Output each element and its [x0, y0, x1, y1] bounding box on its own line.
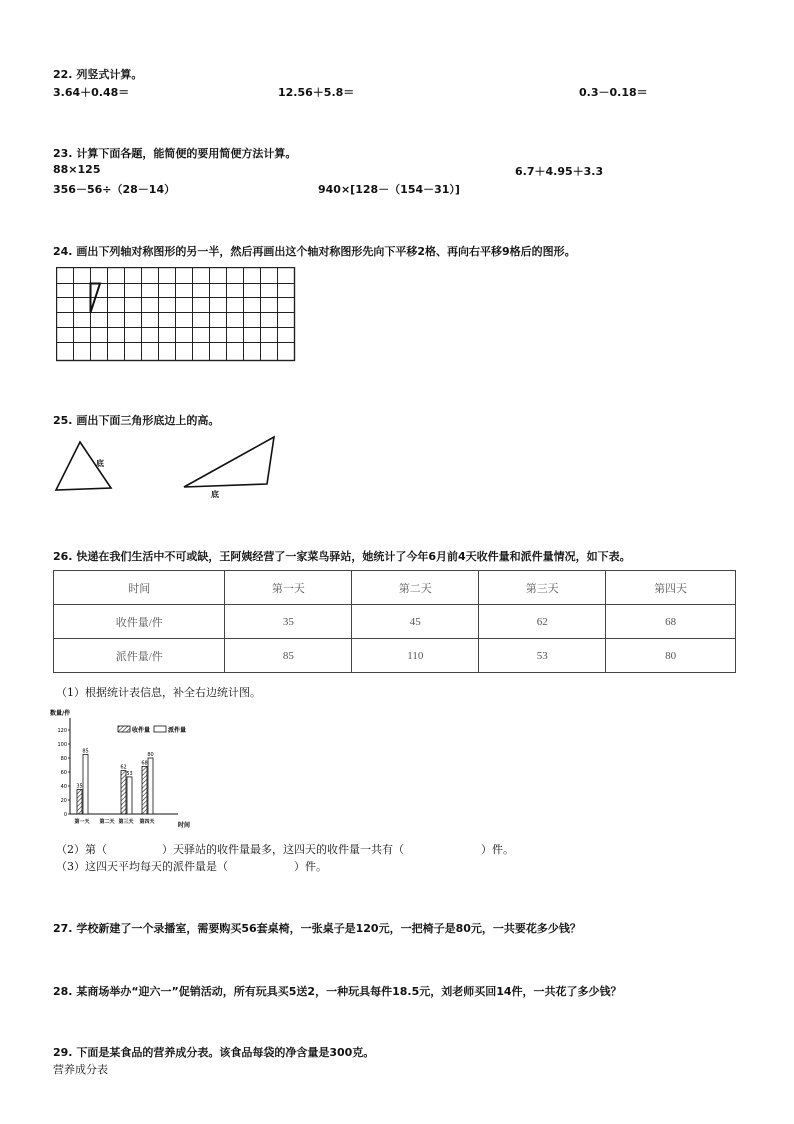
table-cell: 110: [352, 639, 479, 673]
q23-item-4: 940×[128－（154－31）]: [318, 183, 460, 196]
y-tick-label: 80: [60, 756, 67, 762]
bar-dispatched: [148, 758, 153, 814]
q28-title: 28. 某商场举办“迎六一”促销活动，所有玩具买5送2，一种玩具每件18.5元，刘老师买回14件，一共花了多少钱？: [53, 985, 622, 998]
base-label-1: 底: [96, 459, 104, 468]
q22-item-2: 12.56＋5.8＝: [278, 86, 355, 99]
legend-label-received: 收件量: [132, 727, 151, 734]
table-cell: 62: [479, 605, 606, 639]
table-row: [54, 571, 736, 605]
triangle-2: [184, 437, 274, 487]
table-cell: 收件量/件: [54, 605, 225, 639]
y-tick-label: 100: [57, 742, 67, 748]
bar-dispatched: [127, 777, 132, 814]
triangles-figure: [50, 432, 290, 502]
bar-value-label: 68: [141, 760, 148, 767]
y-tick-label: 120: [57, 728, 67, 734]
table-cell: 85: [225, 639, 352, 673]
q23-title: 23. 计算下面各题，能简便的要用简便方法计算。: [53, 147, 297, 160]
table-cell: 80: [606, 639, 736, 673]
q22-item-3: 0.3－0.18＝: [579, 86, 648, 99]
q22-title: 22. 列竖式计算。: [53, 68, 143, 81]
legend-label-dispatched: 派件量: [168, 727, 187, 734]
bar-value-label: 85: [82, 748, 89, 755]
bar-value-label: 53: [126, 770, 133, 777]
q29-sub: 营养成分表: [53, 1063, 108, 1076]
y-axis-label: 数量/件: [50, 710, 71, 717]
x-axis-label: 时间: [178, 822, 191, 829]
symmetry-grid: [56, 267, 296, 363]
table-header-cell: 第二天: [352, 571, 479, 605]
x-tick-label: 第四天: [139, 819, 155, 825]
y-tick-label: 0: [63, 812, 67, 818]
bar-received: [142, 766, 147, 814]
q25-title: 25. 画出下面三角形底边上的高。: [53, 414, 220, 427]
x-tick-label: 第二天: [99, 819, 115, 825]
y-tick-label: 20: [60, 798, 67, 804]
bar-value-label: 62: [120, 764, 127, 771]
legend-swatch-dispatched: [154, 726, 166, 732]
y-tick-label: 60: [60, 770, 67, 776]
bar-received: [77, 790, 82, 815]
table-header-cell: 第一天: [225, 571, 352, 605]
stats-table: [53, 570, 736, 673]
table-cell: 派件量/件: [54, 639, 225, 673]
bar-value-label: 80: [147, 752, 154, 758]
bar-dispatched: [83, 755, 88, 815]
y-tick-label: 40: [60, 784, 67, 790]
table-cell: 68: [606, 605, 736, 639]
q23-item-1: 88×125: [53, 163, 101, 176]
table-header-cell: 时间: [54, 571, 225, 605]
bar-value-label: 35: [76, 783, 83, 790]
q23-item-3: 356－56÷（28－14）: [53, 183, 176, 196]
table-cell: 35: [225, 605, 352, 639]
table-cell: 53: [479, 639, 606, 673]
table-cell: 45: [352, 605, 479, 639]
table-header-cell: 第三天: [479, 571, 606, 605]
bar-received: [121, 771, 126, 814]
q22-item-1: 3.64＋0.48＝: [53, 86, 130, 99]
q26-title: 26. 快递在我们生活中不可或缺，王阿姨经营了一家菜鸟驿站，她统计了今年6月前4天收件量和派件量情况，如下表。: [53, 550, 631, 563]
base-label-2: 底: [211, 490, 219, 499]
table-header-cell: 第四天: [606, 571, 736, 605]
q29-title: 29. 下面是某食品的营养成分表。该食品每袋的净含量是300克。: [53, 1046, 375, 1059]
x-tick-label: 第三天: [118, 819, 134, 825]
table-row: [54, 639, 736, 673]
q26-sub2: （2）第（ ）天驿站的收件量最多，这四天的收件量一共有（ ）件。: [56, 843, 514, 856]
table-row: [54, 605, 736, 639]
q26-sub3: （3）这四天平均每天的派件量是（ ）件。: [56, 860, 327, 873]
q26-sub1: （1）根据统计表信息，补全右边统计图。: [56, 686, 261, 699]
q23-item-2: 6.7＋4.95＋3.3: [515, 165, 604, 178]
q27-title: 27. 学校新建了一个录播室，需要购买56套桌椅，一张桌子是120元，一把椅子是80元，一共要花多少钱？: [53, 922, 581, 935]
q24-title: 24. 画出下列轴对称图形的另一半，然后再画出这个轴对称图形先向下平移2格、再向右平移9格后的图形。: [53, 245, 576, 258]
legend-swatch-received: [118, 726, 130, 732]
bar-chart: [50, 706, 200, 832]
x-tick-label: 第一天: [74, 819, 90, 825]
